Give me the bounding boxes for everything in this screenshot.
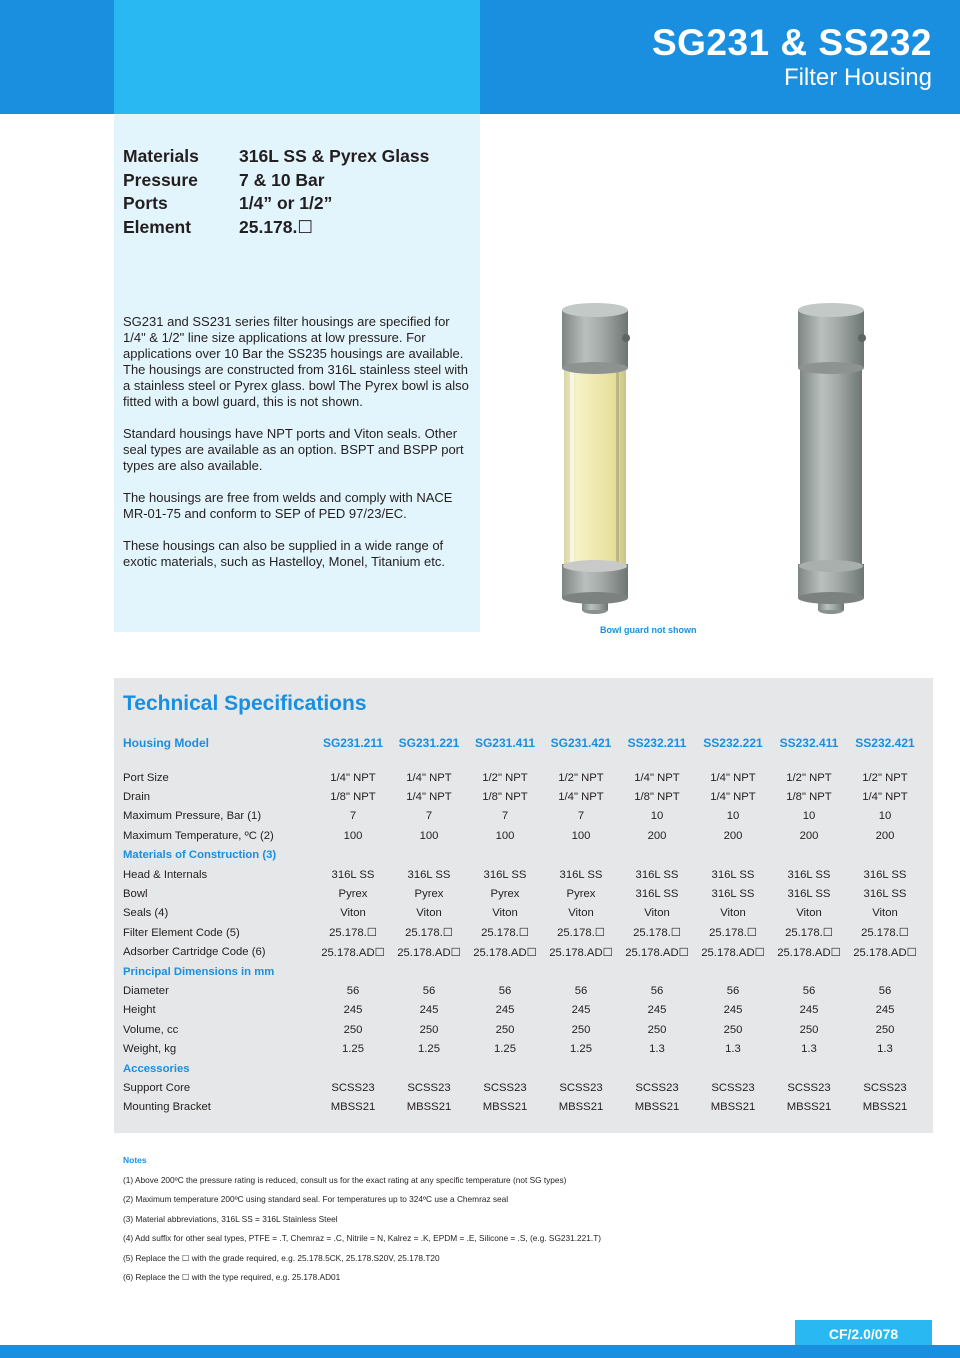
row-value: 316L SS <box>711 868 755 881</box>
row-value: 1/4" NPT <box>862 791 908 804</box>
row-value: 10 <box>650 810 664 823</box>
row-value: 7 <box>349 810 357 823</box>
row-value: 25.178.☐ <box>633 927 681 940</box>
page-title: SG231 & SS232 <box>651 22 932 63</box>
spec-row-materials <box>123 146 429 170</box>
document-code: CF/2.0/078 <box>795 1320 932 1348</box>
row-label: Height <box>123 1004 156 1017</box>
row-value: 316L SS <box>407 868 451 881</box>
row-label: Seals (4) <box>123 907 169 920</box>
description-paragraph: SG231 and SS231 series filter housings are specified for 1/4" & 1/2" line size applications at low pressure. For applications over 10 Bar the SS235 housings are available. The housings are constructed from 316L stainless steel with a stainless steel or Pyrex glass. bowl The Pyrex bowl is also fitted with a bowl guard, this is not shown. <box>123 314 469 409</box>
row-label: Maximum Temperature, ºC (2) <box>123 829 274 842</box>
row-value: 56 <box>422 984 436 997</box>
row-value: 56 <box>650 984 664 997</box>
row-value: 1/4" NPT <box>330 771 376 784</box>
product-photos <box>556 300 876 620</box>
spec-data-row <box>123 807 923 826</box>
spec-data-row <box>123 1098 923 1117</box>
row-value: 250 <box>495 1023 515 1036</box>
row-label: Port Size <box>123 771 169 784</box>
row-value: 245 <box>495 1004 515 1017</box>
row-value: 316L SS <box>483 868 527 881</box>
spec-value: 25.178.☐ <box>239 216 314 237</box>
row-value: MBSS21 <box>406 1101 452 1114</box>
row-label: Weight, kg <box>123 1043 177 1056</box>
row-value: 250 <box>875 1023 895 1036</box>
note-line: (3) Material abbreviations, 316L SS = 316L Stainless Steel <box>123 1213 338 1224</box>
row-value: 1/8" NPT <box>634 791 680 804</box>
row-label: Adsorber Cartridge Code (6) <box>123 946 266 959</box>
row-value: 1/2" NPT <box>862 771 908 784</box>
row-value: 7 <box>577 810 585 823</box>
row-label: Volume, cc <box>123 1023 179 1036</box>
row-value: 316L SS <box>863 868 907 881</box>
spec-data-row <box>123 826 923 845</box>
row-value: 56 <box>346 984 360 997</box>
row-value: Viton <box>796 907 822 920</box>
spec-label: Ports <box>123 193 168 213</box>
description-paragraph: The housings are free from welds and comply with NACE MR-01-75 and conform to SEP of PED 97/23/EC. <box>123 490 453 521</box>
row-value: 200 <box>875 829 895 842</box>
spec-data-row <box>123 904 923 923</box>
row-label: Bowl <box>123 888 148 901</box>
notes-title: Notes <box>123 1155 147 1165</box>
row-value: SCSS23 <box>559 1081 603 1094</box>
row-value: 1/4" NPT <box>710 791 756 804</box>
spec-data-row <box>123 884 923 903</box>
note-line: (5) Replace the ☐ with the grade required, e.g. 25.178.5CK, 25.178.S20V, 25.178.T20 <box>123 1252 440 1263</box>
row-value: 1/2" NPT <box>558 771 604 784</box>
row-value: MBSS21 <box>710 1101 756 1114</box>
model-header: SS232.211 <box>627 736 687 750</box>
section-heading-row <box>123 846 923 865</box>
row-value: SCSS23 <box>863 1081 907 1094</box>
row-value: Viton <box>416 907 442 920</box>
spec-data-row <box>123 787 923 806</box>
row-value: 1/8" NPT <box>330 791 376 804</box>
spec-label: Materials <box>123 146 199 166</box>
row-value: MBSS21 <box>634 1101 680 1114</box>
note-line: (4) Add suffix for other seal types, PTFE = .T, Chemraz = .C, Nitrile = N, Kalrez = .K, EPDM = .E, Silicone = .S, (e.g. SG231.221.T) <box>123 1233 602 1244</box>
row-value: 316L SS <box>635 868 679 881</box>
row-value: 25.178.☐ <box>861 927 909 940</box>
row-value: 1.3 <box>725 1043 741 1056</box>
row-value: 56 <box>802 984 816 997</box>
note-line: (1) Above 200ºC the pressure rating is reduced, consult us for the exact rating at any specific temperature (not SG types) <box>123 1175 567 1185</box>
row-value: Viton <box>720 907 746 920</box>
row-value: 100 <box>343 829 363 842</box>
row-value: 56 <box>574 984 588 997</box>
section-heading: Accessories <box>123 1062 190 1075</box>
row-value: 250 <box>419 1023 439 1036</box>
row-value: 1/4" NPT <box>710 771 756 784</box>
row-value: MBSS21 <box>330 1101 376 1114</box>
spec-row-element <box>123 217 429 241</box>
spec-data-row <box>123 1078 923 1097</box>
row-value: 25.178.☐ <box>785 927 833 940</box>
row-label: Drain <box>123 791 150 804</box>
row-value: 7 <box>501 810 509 823</box>
row-label: Diameter <box>123 984 169 997</box>
spec-value: 7 & 10 Bar <box>239 169 325 190</box>
description <box>123 314 475 586</box>
row-value: 316L SS <box>559 868 603 881</box>
row-label: Mounting Bracket <box>123 1101 211 1114</box>
row-value: 1/2" NPT <box>482 771 528 784</box>
row-value: 25.178.☐ <box>481 927 529 940</box>
row-value: 245 <box>647 1004 667 1017</box>
spec-row-pressure <box>123 170 429 194</box>
model-header: SG231.221 <box>398 736 460 750</box>
row-value: 56 <box>726 984 740 997</box>
model-header: SS232.421 <box>855 736 915 750</box>
row-value: SCSS23 <box>787 1081 831 1094</box>
row-value: SCSS23 <box>331 1081 375 1094</box>
row-value: 1.25 <box>494 1043 516 1056</box>
row-value: 245 <box>723 1004 743 1017</box>
row-value: 1/4" NPT <box>558 791 604 804</box>
row-value: 245 <box>343 1004 363 1017</box>
footer-band <box>0 1345 960 1358</box>
row-value: 1.3 <box>649 1043 665 1056</box>
section-heading-row <box>123 1059 923 1078</box>
row-value: 245 <box>571 1004 591 1017</box>
grid-header-row <box>123 734 923 752</box>
row-value: 250 <box>571 1023 591 1036</box>
row-value: 245 <box>419 1004 439 1017</box>
row-value: 56 <box>498 984 512 997</box>
row-value: MBSS21 <box>786 1101 832 1114</box>
row-value: 316L SS <box>787 868 831 881</box>
row-value: Viton <box>568 907 594 920</box>
row-value: 25.178.AD☐ <box>321 946 385 959</box>
row-value: 1.25 <box>570 1043 592 1056</box>
row-value: 1/8" NPT <box>482 791 528 804</box>
row-value: 250 <box>723 1023 743 1036</box>
row-value: 25.178.☐ <box>709 927 757 940</box>
row-value: Viton <box>644 907 670 920</box>
row-value: 10 <box>878 810 892 823</box>
row-value: 1/2" NPT <box>786 771 832 784</box>
row-value: Pyrex <box>490 888 520 901</box>
row-label: Head & Internals <box>123 868 208 881</box>
spec-value: 1/4” or 1/2” <box>239 193 333 213</box>
row-value: 245 <box>799 1004 819 1017</box>
row-value: 316L SS <box>331 868 375 881</box>
section-heading: Materials of Construction (3) <box>123 849 277 862</box>
photo-caption: Bowl guard not shown <box>600 625 697 635</box>
row-value: Pyrex <box>414 888 444 901</box>
row-value: 25.178.AD☐ <box>625 946 689 959</box>
grid-spacer <box>123 752 923 768</box>
section-heading: Principal Dimensions in mm <box>123 965 275 978</box>
steel-bowl-housing <box>798 303 866 614</box>
row-value: 250 <box>647 1023 667 1036</box>
header-label: Housing Model <box>123 736 209 750</box>
row-value: 1/4" NPT <box>406 791 452 804</box>
row-value: 1.25 <box>342 1043 364 1056</box>
row-value: 200 <box>723 829 743 842</box>
row-value: Viton <box>340 907 366 920</box>
row-value: 25.178.AD☐ <box>777 946 841 959</box>
spec-data-row <box>123 943 923 962</box>
note-line: (6) Replace the ☐ with the type required, e.g. 25.178.AD01 <box>123 1271 341 1282</box>
row-value: 10 <box>802 810 816 823</box>
header-accent-block <box>114 0 480 114</box>
spec-label: Element <box>123 216 192 237</box>
row-value: 7 <box>425 810 433 823</box>
row-value: 10 <box>726 810 740 823</box>
model-header: SS232.411 <box>779 736 839 750</box>
model-header: SS232.221 <box>703 736 763 750</box>
row-value: SCSS23 <box>483 1081 527 1094</box>
row-value: Viton <box>872 907 898 920</box>
spec-grid <box>123 734 923 1117</box>
row-value: SCSS23 <box>711 1081 755 1094</box>
row-value: 1/8" NPT <box>786 791 832 804</box>
row-value: 316L SS <box>635 888 679 901</box>
key-specs <box>123 146 429 240</box>
row-value: 25.178.☐ <box>329 927 377 940</box>
spec-data-row <box>123 923 923 942</box>
row-value: 245 <box>875 1004 895 1017</box>
spec-value: 316L SS & Pyrex Glass <box>239 146 430 166</box>
spec-row-ports <box>123 193 429 217</box>
row-value: Pyrex <box>338 888 368 901</box>
page-subtitle: Filter Housing <box>783 64 932 91</box>
model-header: SG231.211 <box>322 736 384 750</box>
row-value: 100 <box>495 829 515 842</box>
row-value: 56 <box>878 984 892 997</box>
tech-specs-title: Technical Specifications <box>123 692 367 715</box>
row-value: MBSS21 <box>862 1101 908 1114</box>
spec-data-row <box>123 768 923 787</box>
row-label: Filter Element Code (5) <box>123 926 240 939</box>
model-header: SG231.411 <box>474 736 536 750</box>
model-header: SG231.421 <box>550 736 612 750</box>
row-value: 1.3 <box>877 1043 893 1056</box>
section-heading-row <box>123 962 923 981</box>
row-value: 1/4" NPT <box>406 771 452 784</box>
row-value: 316L SS <box>863 888 907 901</box>
row-value: 1.25 <box>418 1043 440 1056</box>
row-value: 316L SS <box>787 888 831 901</box>
row-value: 25.178.AD☐ <box>473 946 537 959</box>
row-value: 250 <box>799 1023 819 1036</box>
spec-data-row <box>123 1039 923 1058</box>
row-value: 25.178.☐ <box>405 927 453 940</box>
row-value: 200 <box>799 829 819 842</box>
spec-data-row <box>123 1001 923 1020</box>
description-paragraph: These housings can also be supplied in a wide range of exotic materials, such as Hastelloy, Monel, Titanium etc. <box>123 538 445 569</box>
row-value: 25.178.☐ <box>557 927 605 940</box>
row-label: Maximum Pressure, Bar (1) <box>123 810 262 823</box>
spec-data-row <box>123 865 923 884</box>
row-value: 316L SS <box>711 888 755 901</box>
row-value: 25.178.AD☐ <box>549 946 613 959</box>
row-value: MBSS21 <box>482 1101 528 1114</box>
row-value: SCSS23 <box>407 1081 451 1094</box>
notes <box>123 1155 903 1291</box>
row-value: 25.178.AD☐ <box>853 946 917 959</box>
row-value: Viton <box>492 907 518 920</box>
spec-data-row <box>123 981 923 1000</box>
row-value: 1.3 <box>801 1043 817 1056</box>
row-label: Support Core <box>123 1081 191 1094</box>
row-value: 1/4" NPT <box>634 771 680 784</box>
row-value: SCSS23 <box>635 1081 679 1094</box>
row-value: 100 <box>419 829 439 842</box>
row-value: 250 <box>343 1023 363 1036</box>
row-value: 100 <box>571 829 591 842</box>
row-value: Pyrex <box>566 888 596 901</box>
spec-data-row <box>123 1020 923 1039</box>
row-value: MBSS21 <box>558 1101 604 1114</box>
note-line: (2) Maximum temperature 200ºC using standard seal. For temperatures up to 324ºC use a Chemraz seal <box>123 1194 509 1205</box>
grid-body <box>123 768 923 1117</box>
glass-bowl-housing <box>562 303 630 614</box>
spec-label: Pressure <box>123 169 198 190</box>
row-value: 200 <box>647 829 667 842</box>
row-value: 25.178.AD☐ <box>701 946 765 959</box>
description-paragraph: Standard housings have NPT ports and Viton seals. Other seal types are available as an option. BSPT and BSPP port types are also available. <box>123 426 464 473</box>
row-value: 25.178.AD☐ <box>397 946 461 959</box>
